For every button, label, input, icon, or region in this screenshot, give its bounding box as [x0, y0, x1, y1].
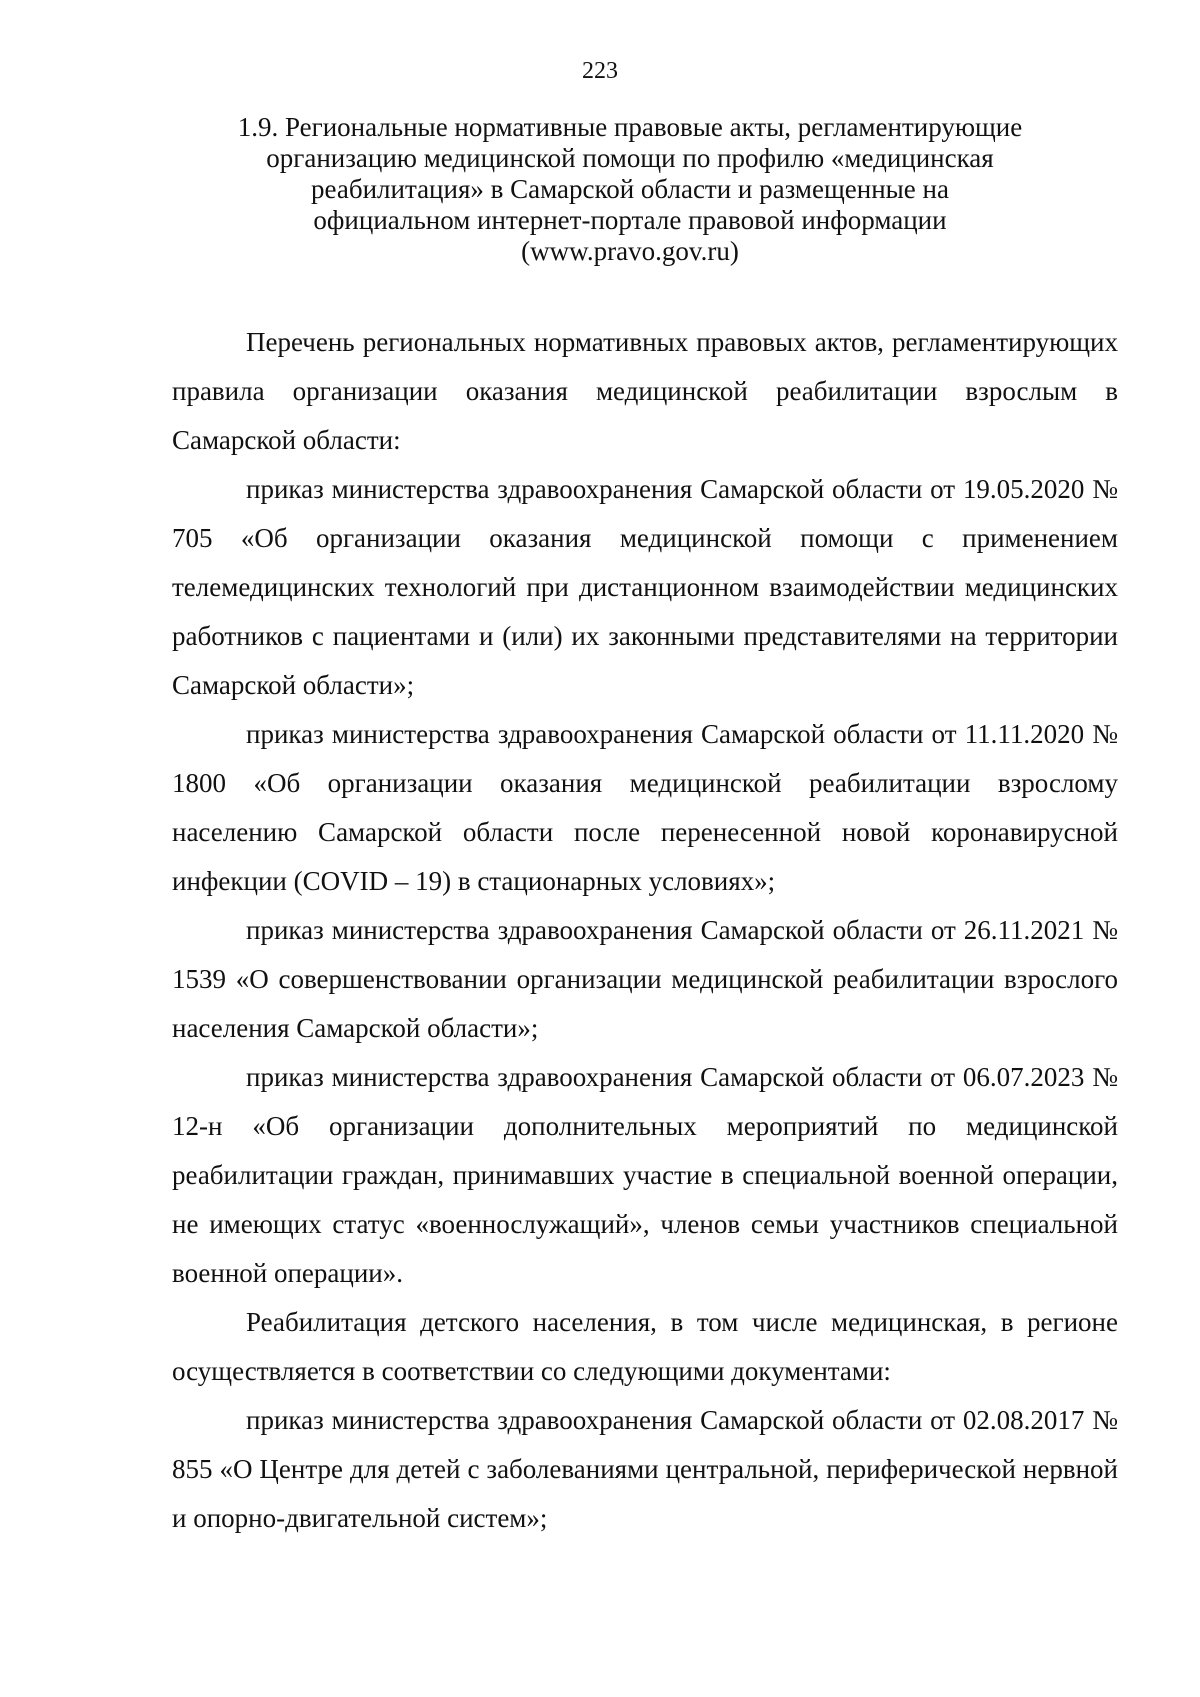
page-number: 223 [582, 58, 618, 84]
heading-line: официальном интернет-портале правовой информации [313, 205, 947, 235]
order-paragraph: приказ министерства здравоохранения Самарской области от 11.11.2020 № 1800 «Об организации оказания медицинской реабилитации взрослому населению Самарской области после перенесенной новой коронавирусной инфекции (COVID – 19) в стационарных условиях»; [172, 719, 1118, 896]
order-paragraph: приказ министерства здравоохранения Самарской области от 26.11.2021 № 1539 «О совершенствовании организации медицинской реабилитации взрослого населения Самарской области»; [172, 915, 1118, 1043]
heading-line: организацию медицинской помощи по профилю «медицинская [266, 143, 994, 173]
order-paragraph: приказ министерства здравоохранения Самарской области от 06.07.2023 № 12-н «Об организации дополнительных мероприятий по медицинской реабилитации граждан, принимавших участие в специальной военной операции, не имеющих статус «военнослужащий», членов семьи участников специальной военной операции». [172, 1062, 1118, 1288]
heading-line: реабилитация» в Самарской области и размещенные на [311, 174, 949, 204]
children-rehab-paragraph: Реабилитация детского населения, в том числе медицинская, в регионе осуществляется в соответствии со следующими документами: [172, 1307, 1118, 1386]
section-heading [170, 112, 1090, 267]
heading-line: 1.9. Региональные нормативные правовые акты, регламентирующие [237, 112, 1023, 142]
document-body [172, 318, 1118, 1543]
heading-line: (www.pravo.gov.ru) [521, 236, 739, 266]
intro-paragraph: Перечень региональных нормативных правовых актов, регламентирующих правила организации оказания медицинской реабилитации взрослым в Самарской области: [172, 327, 1118, 455]
order-paragraph: приказ министерства здравоохранения Самарской области от 19.05.2020 № 705 «Об организации оказания медицинской помощи с применением телемедицинских технологий при дистанционном взаимодействии медицинских работников с пациентами и (или) их законными представителями на территории Самарской области»; [172, 474, 1118, 700]
order-paragraph: приказ министерства здравоохранения Самарской области от 02.08.2017 № 855 «О Центре для детей с заболеваниями центральной, периферической нервной и опорно-двигательной систем»; [172, 1405, 1118, 1533]
